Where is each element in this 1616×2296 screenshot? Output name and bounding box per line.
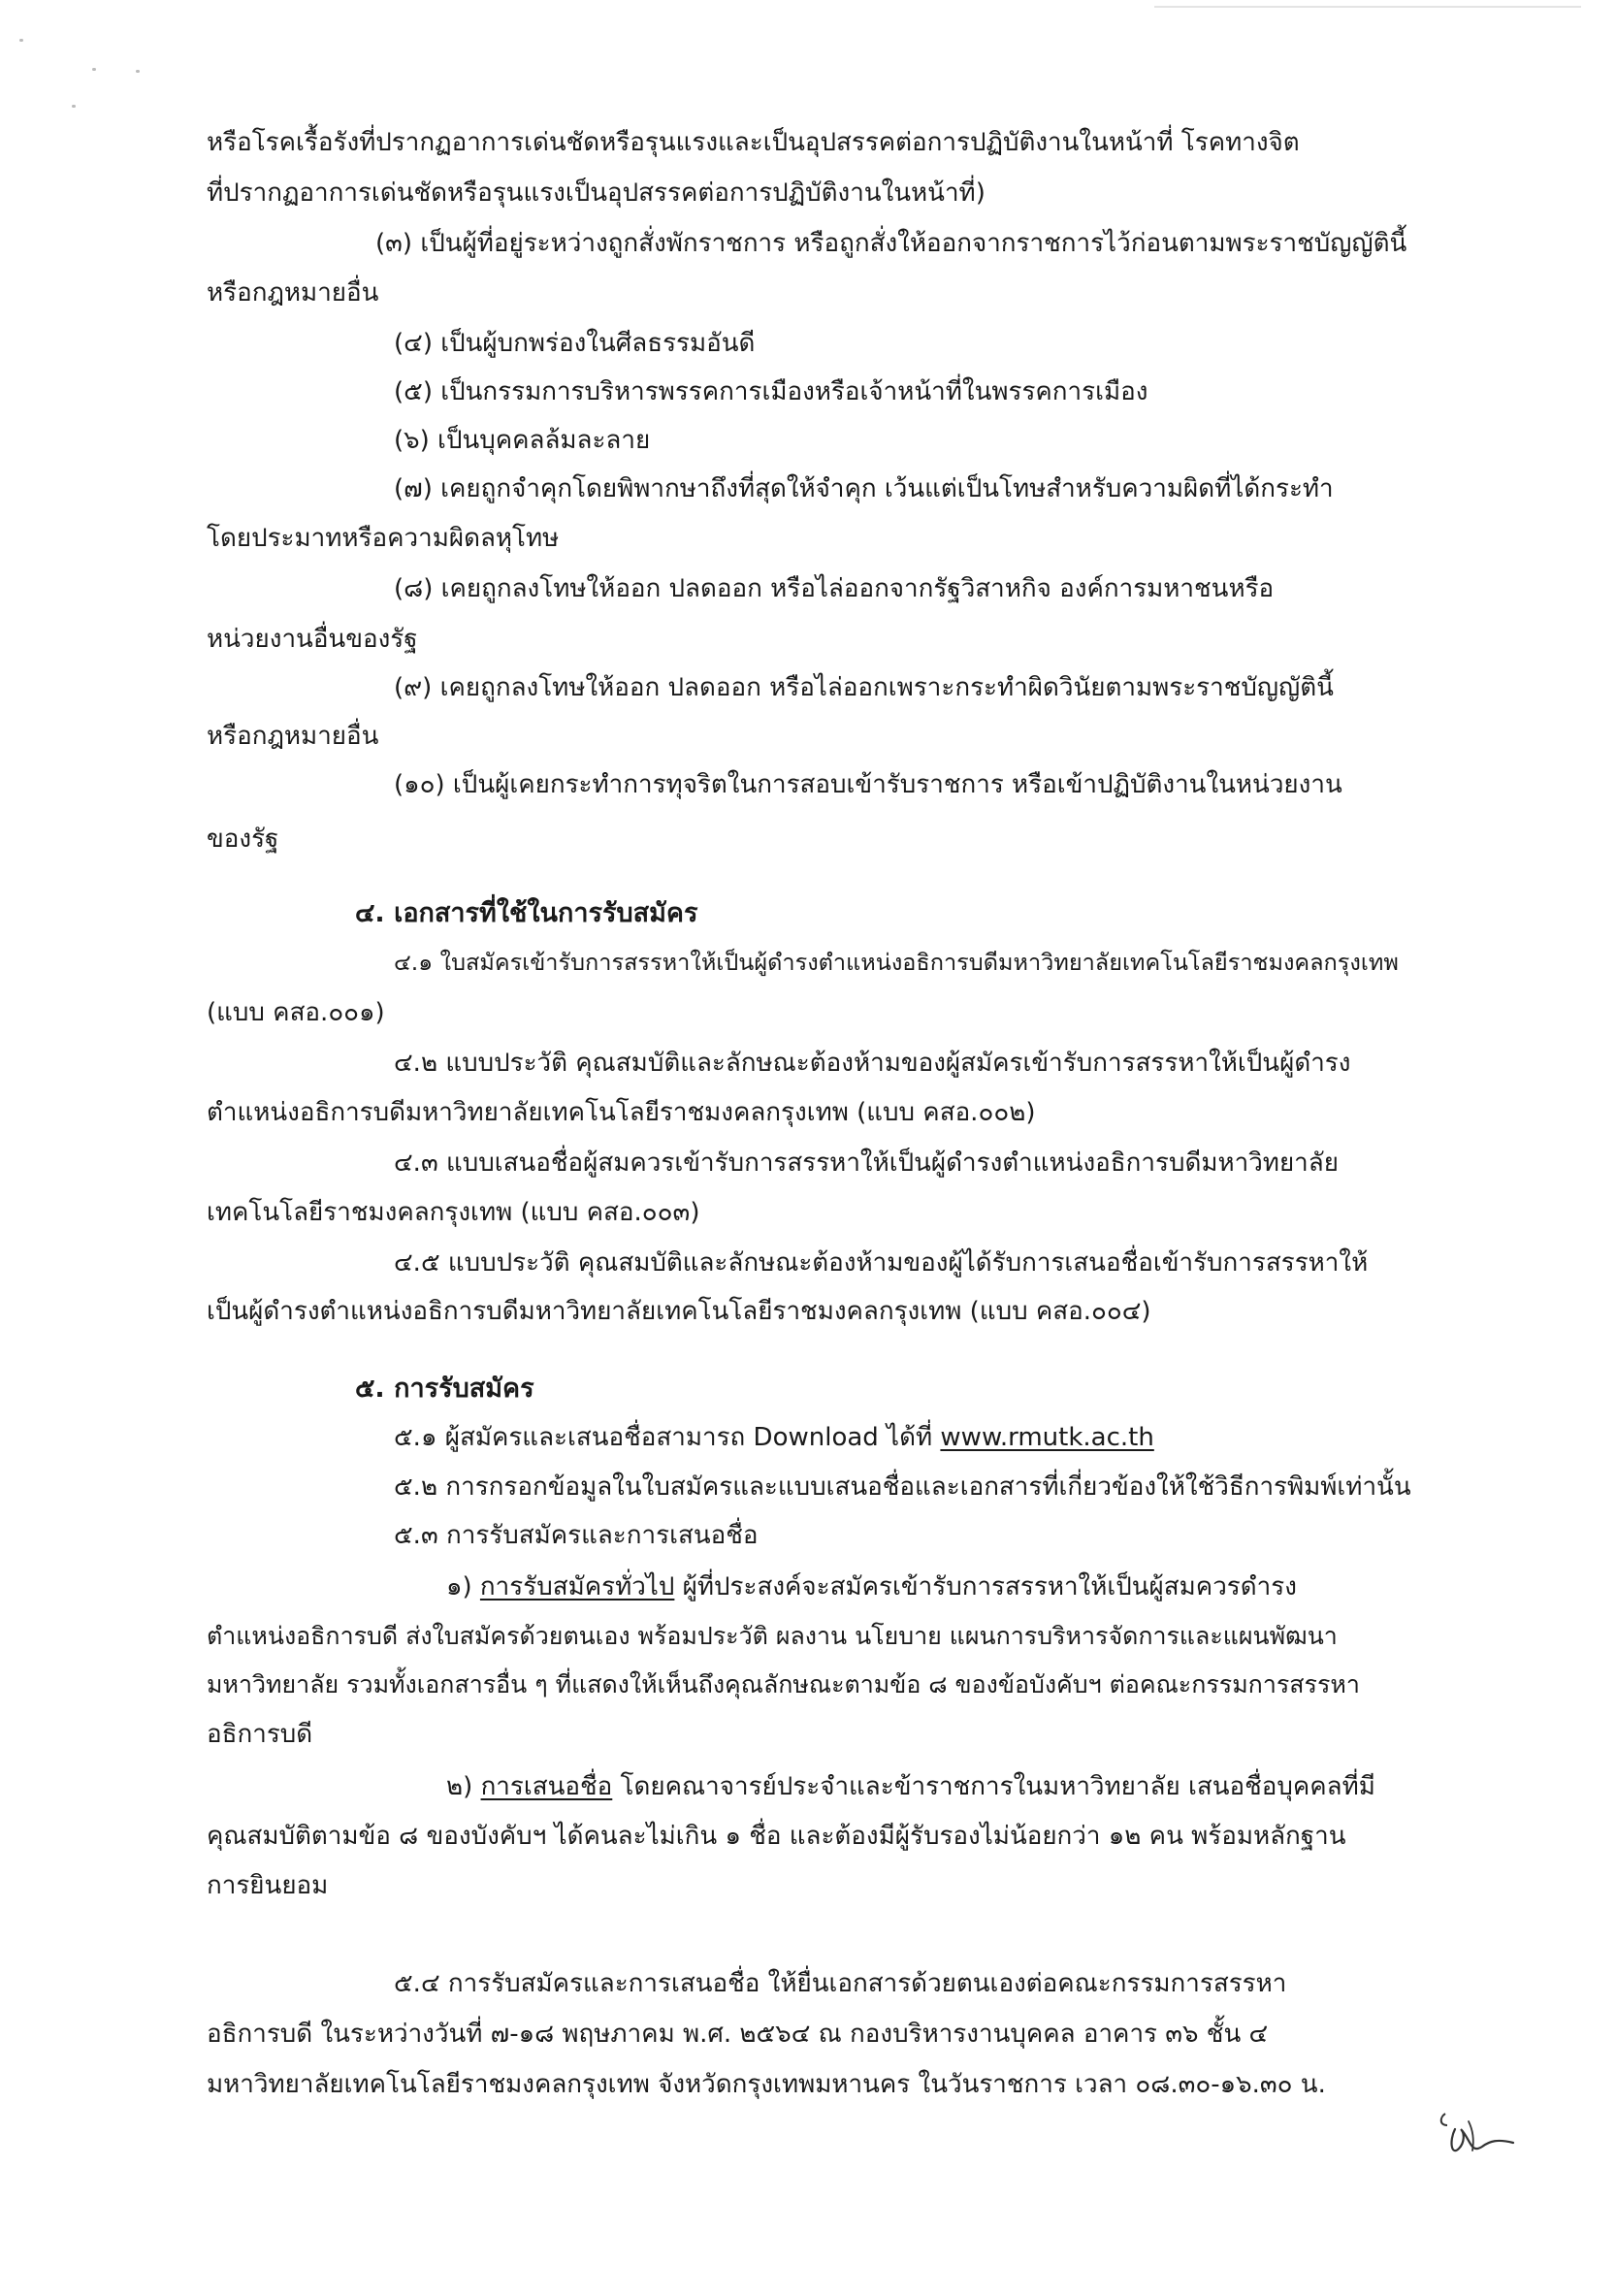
scan-speck	[136, 70, 140, 73]
handwritten-initials-signature	[1426, 2100, 1533, 2168]
scan-speck	[72, 105, 76, 108]
text-line: หรือโรคเรื้อรังที่ปรากฏอาการเด่นชัดหรือรุนแรงและเป็นอุปสรรคต่อการปฏิบัติงานในหน้าที่ โรคทางจิต	[207, 128, 1300, 157]
item-text: โดยคณาจารย์ประจำและข้าราชการในมหาวิทยาลัย เสนอชื่อบุคคลที่มี	[620, 1772, 1375, 1801]
scan-edge-line	[1154, 6, 1581, 8]
text-line: ๔.๓ แบบเสนอชื่อผู้สมควรเข้ารับการสรรหาให้เป็นผู้ดำรงตำแหน่งอธิการบดีมหาวิทยาลัย	[394, 1148, 1339, 1178]
text-line: (๑๐) เป็นผู้เคยกระทำการทุจริตในการสอบเข้ารับราชการ หรือเข้าปฏิบัติงานในหน่วยงาน	[394, 770, 1342, 799]
text-line: มหาวิทยาลัย รวมทั้งเอกสารอื่น ๆ ที่แสดงให้เห็นถึงคุณลักษณะตามข้อ ๘ ของข้อบังคับฯ ต่อคณะกรรมการสรรหา	[207, 1670, 1360, 1698]
text-line: หรือกฎหมายอื่น	[207, 278, 379, 307]
item-number: ๑)	[446, 1572, 472, 1601]
text-line: (๗) เคยถูกจำคุกโดยพิพากษาถึงที่สุดให้จำคุก เว้นแต่เป็นโทษสำหรับความผิดที่ได้กระทำ	[394, 474, 1334, 503]
scan-speck	[19, 39, 23, 42]
text-line: (๕) เป็นกรรมการบริหารพรรคการเมืองหรือเจ้าหน้าที่ในพรรคการเมือง	[394, 377, 1148, 406]
rmutk-website-link[interactable]: www.rmutk.ac.th	[940, 1423, 1154, 1452]
text-line: ที่ปรากฏอาการเด่นชัดหรือรุนแรงเป็นอุปสรรคต่อการปฏิบัติงานในหน้าที่)	[207, 178, 986, 208]
text-line: เป็นผู้ดำรงตำแหน่งอธิการบดีมหาวิทยาลัยเทคโนโลยีราชมงคลกรุงเทพ (แบบ คสอ.๐๐๔)	[207, 1297, 1151, 1326]
item-number: ๒)	[446, 1772, 473, 1801]
text-line	[394, 1421, 1154, 1454]
text-line: การยินยอม	[207, 1871, 329, 1900]
section-4-heading: ๔. เอกสารที่ใช้ในการรับสมัคร	[355, 898, 698, 928]
text-line: (๓) เป็นผู้ที่อยู่ระหว่างถูกสั่งพักราชการ หรือถูกสั่งให้ออกจากราชการไว้ก่อนตามพระราชบัญญัตินี้	[375, 229, 1407, 258]
section-5-heading: ๕. การรับสมัคร	[355, 1374, 534, 1404]
text-line: ๕.๔ การรับสมัครและการเสนอชื่อ ให้ยื่นเอกสารด้วยตนเองต่อคณะกรรมการสรรหา	[394, 1969, 1287, 1998]
text-line: เทคโนโลยีราชมงคลกรุงเทพ (แบบ คสอ.๐๐๓)	[207, 1198, 700, 1227]
text-line: อธิการบดี ในระหว่างวันที่ ๗-๑๘ พฤษภาคม พ.ศ. ๒๕๖๔ ณ กองบริหารงานบุคคล อาคาร ๓๖ ชั้น ๔	[207, 2020, 1269, 2049]
text-line: หน่วยงานอื่นของรัฐ	[207, 625, 418, 654]
text-line: โดยประมาทหรือความผิดลหุโทษ	[207, 524, 560, 553]
text-line: (๖) เป็นบุคคลล้มละลาย	[394, 426, 651, 455]
text-line: ตำแหน่งอธิการบดีมหาวิทยาลัยเทคโนโลยีราชมงคลกรุงเทพ (แบบ คสอ.๐๐๒)	[207, 1098, 1036, 1127]
text-line: ของรัฐ	[207, 825, 279, 854]
text-line: คุณสมบัติตามข้อ ๘ ของบังคับฯ ได้คนละไม่เกิน ๑ ชื่อ และต้องมีผู้รับรองไม่น้อยกว่า ๑๒ คน พร้อมหลักฐาน	[207, 1822, 1346, 1851]
text-line: (แบบ คสอ.๐๐๑)	[207, 998, 385, 1027]
text-line: มหาวิทยาลัยเทคโนโลยีราชมงคลกรุงเทพ จังหวัดกรุงเทพมหานคร ในวันราชการ เวลา ๐๘.๓๐-๑๖.๓๐ น.	[207, 2070, 1326, 2099]
text-line	[446, 1770, 1375, 1803]
text-line: ๔.๕ แบบประวัติ คุณสมบัติและลักษณะต้องห้ามของผู้ได้รับการเสนอชื่อเข้ารับการสรรหาให้	[394, 1248, 1369, 1277]
text-line: ๕.๓ การรับสมัครและการเสนอชื่อ	[394, 1521, 759, 1550]
text-line: ๔.๑ ใบสมัครเข้ารับการสรรหาให้เป็นผู้ดำรงตำแหน่งอธิการบดีมหาวิทยาลัยเทคโนโลยีราชมงคลกรุงเทพ	[394, 949, 1399, 976]
text-line: (๔) เป็นผู้บกพร่องในศีลธรรมอันดี	[394, 329, 756, 358]
text-line: (๘) เคยถูกลงโทษให้ออก ปลดออก หรือไล่ออกจากรัฐวิสาหกิจ องค์การมหาชนหรือ	[394, 574, 1275, 603]
text-line	[446, 1570, 1297, 1603]
scan-speck	[92, 68, 96, 71]
text-line: ๔.๒ แบบประวัติ คุณสมบัติและลักษณะต้องห้ามของผู้สมัครเข้ารับการสรรหาให้เป็นผู้ดำรง	[394, 1049, 1351, 1078]
text-line: ตำแหน่งอธิการบดี ส่งใบสมัครด้วยตนเอง พร้อมประวัติ ผลงาน นโยบาย แผนการบริหารจัดการและแผนพัฒนา	[207, 1622, 1338, 1650]
text-line: หรือกฎหมายอื่น	[207, 722, 379, 751]
text-line: ๕.๒ การกรอกข้อมูลในใบสมัครและแบบเสนอชื่อและเอกสารที่เกี่ยวข้องให้ใช้วิธีการพิมพ์เท่านั้น	[394, 1472, 1411, 1502]
text-line: อธิการบดี	[207, 1720, 313, 1749]
download-text: ๕.๑ ผู้สมัครและเสนอชื่อสามารถ Download ได้ที่	[394, 1423, 933, 1452]
underlined-term: การรับสมัครทั่วไป	[479, 1572, 675, 1601]
item-text: ผู้ที่ประสงค์จะสมัครเข้ารับการสรรหาให้เป็นผู้สมควรดำรง	[682, 1572, 1297, 1601]
text-line: (๙) เคยถูกลงโทษให้ออก ปลดออก หรือไล่ออกเพราะกระทำผิดวินัยตามพระราชบัญญัตินี้	[394, 673, 1334, 702]
underlined-term: การเสนอชื่อ	[480, 1772, 613, 1801]
